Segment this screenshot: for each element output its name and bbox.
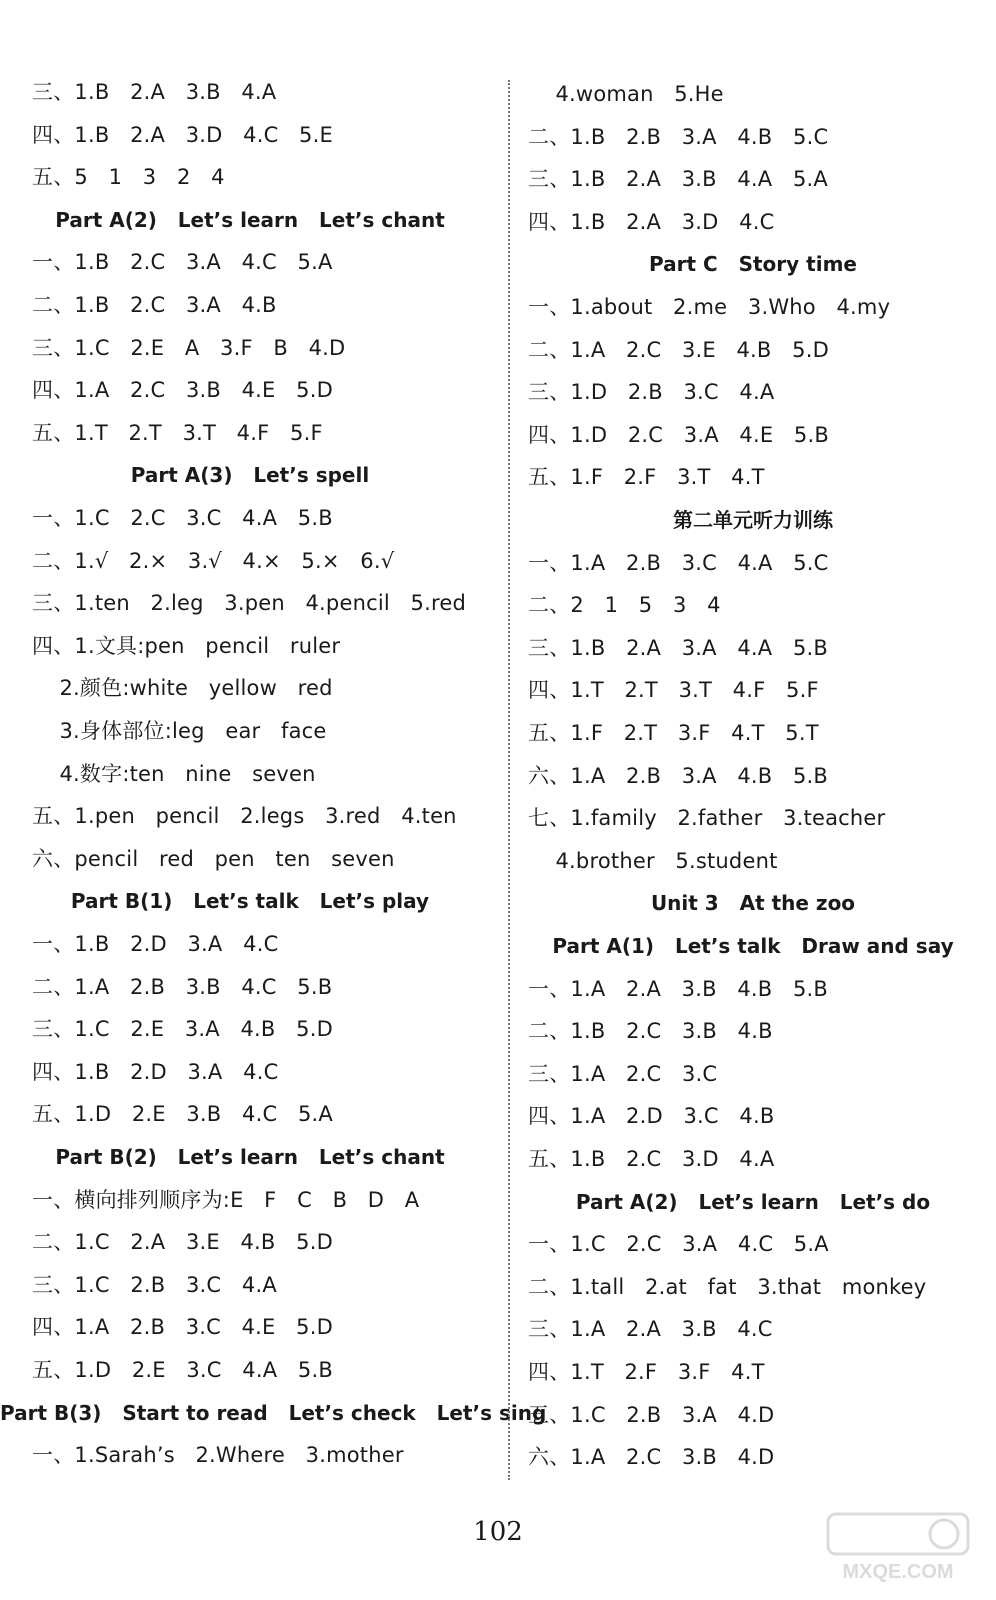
- answer-line: 二、1.A 2.B 3.B 4.C 5.B: [32, 974, 333, 999]
- answer-line: 一、横向排列顺序为:E F C B D A: [32, 1187, 420, 1212]
- answer-line: 一、1.A 2.A 3.B 4.B 5.B: [528, 976, 829, 1001]
- section-heading: Part B(3) Start to read Let’s check Let’s sing: [0, 1400, 547, 1425]
- answer-line: 三、1.B 2.A 3.B 4.A: [32, 80, 277, 104]
- answer-line: 一、1.C 2.C 3.C 4.A 5.B: [32, 506, 333, 530]
- answer-line: 五、1.C 2.B 3.A 4.D: [528, 1402, 775, 1427]
- answer-line: 四、1.B 2.A 3.D 4.C: [528, 209, 775, 234]
- section-heading: Part A(1) Let’s talk Draw and say: [552, 934, 954, 958]
- answer-line: 二、1.B 2.C 3.B 4.B: [528, 1019, 773, 1044]
- answer-line: 二、1.√ 2.× 3.√ 4.× 5.× 6.√: [32, 548, 395, 573]
- answer-line: 一、1.B 2.D 3.A 4.C: [32, 932, 279, 956]
- answer-line: 二、1.tall 2.at fat 3.that monkey: [528, 1274, 927, 1299]
- answer-line: 五、1.B 2.C 3.D 4.A: [528, 1147, 775, 1171]
- answer-line: 二、1.B 2.B 3.A 4.B 5.C: [528, 124, 829, 149]
- answer-line: 六、pencil red pen ten seven: [32, 846, 395, 871]
- answer-line: 4.数字:ten nine seven: [32, 761, 316, 786]
- watermark-text: MXQE.COM: [842, 1561, 954, 1583]
- answer-line: 三、1.A 2.C 3.C: [528, 1061, 718, 1086]
- answer-line: 五、1.D 2.E 3.B 4.C 5.A: [32, 1102, 333, 1127]
- answer-line: 四、1.D 2.C 3.A 4.E 5.B: [528, 422, 829, 447]
- answer-line: 一、1.about 2.me 3.Who 4.my: [528, 295, 891, 319]
- section-heading: Part B(2) Let’s learn Let’s chant: [55, 1145, 445, 1169]
- answer-line: 二、1.A 2.C 3.E 4.B 5.D: [528, 337, 829, 362]
- answer-line: 四、1.A 2.D 3.C 4.B: [528, 1104, 775, 1129]
- answer-line: 六、1.A 2.C 3.B 4.D: [528, 1445, 775, 1470]
- answer-line: 一、1.C 2.C 3.A 4.C 5.A: [528, 1232, 829, 1257]
- section-heading: Unit 3 At the zoo: [650, 891, 856, 916]
- answer-line: 五、1.T 2.T 3.T 4.F 5.F: [32, 420, 323, 445]
- page-number: 102: [473, 1517, 523, 1547]
- answer-line: 4.woman 5.He: [528, 82, 724, 106]
- answer-line: 一、1.B 2.C 3.A 4.C 5.A: [32, 250, 333, 275]
- answer-line: 四、1.文具:pen pencil ruler: [32, 633, 341, 658]
- watermark-logo: [824, 1510, 974, 1590]
- answer-line: 三、1.B 2.A 3.A 4.A 5.B: [528, 635, 828, 660]
- section-heading: 第二单元听力训练: [673, 508, 833, 532]
- column-divider: [508, 80, 510, 1480]
- answer-line: 三、1.ten 2.leg 3.pen 4.pencil 5.red: [32, 591, 466, 616]
- answer-line: 三、1.D 2.B 3.C 4.A: [528, 380, 775, 405]
- answer-line: 四、1.A 2.C 3.B 4.E 5.D: [32, 378, 333, 403]
- section-heading: Part A(2) Let’s learn Let’s do: [575, 1189, 931, 1214]
- answer-line: 三、1.A 2.A 3.B 4.C: [528, 1317, 773, 1342]
- answer-line: 五、5 1 3 2 4: [32, 165, 225, 190]
- answer-line: 二、2 1 5 3 4: [528, 593, 721, 618]
- answer-line: 一、1.Sarah’s 2.Where 3.mother: [32, 1443, 404, 1468]
- section-heading: Part C Story time: [649, 252, 857, 277]
- answer-line: 三、1.C 2.E 3.A 4.B 5.D: [32, 1017, 333, 1042]
- answer-line: 二、1.B 2.C 3.A 4.B: [32, 293, 277, 317]
- answer-line: 四、1.B 2.D 3.A 4.C: [32, 1059, 279, 1084]
- answer-line: 五、1.D 2.E 3.C 4.A 5.B: [32, 1358, 333, 1382]
- section-heading: Part B(1) Let’s talk Let’s play: [70, 889, 430, 914]
- answer-line: 六、1.A 2.B 3.A 4.B 5.B: [528, 763, 829, 788]
- answer-line: 四、1.T 2.F 3.F 4.T: [528, 1360, 765, 1384]
- answer-line: 一、1.A 2.B 3.C 4.A 5.C: [528, 550, 829, 575]
- answer-line: 3.身体部位:leg ear face: [32, 719, 327, 743]
- section-heading: Part A(3) Let’s spell: [130, 463, 370, 488]
- answer-line: 五、1.F 2.F 3.T 4.T: [528, 465, 765, 490]
- answer-line: 2.颜色:white yellow red: [32, 676, 333, 701]
- answer-line: 五、1.pen pencil 2.legs 3.red 4.ten: [32, 804, 457, 829]
- answer-line: 4.brother 5.student: [528, 848, 778, 873]
- answer-line: 四、1.B 2.A 3.D 4.C 5.E: [32, 122, 333, 147]
- answer-line: 二、1.C 2.A 3.E 4.B 5.D: [32, 1230, 333, 1255]
- answer-line: 三、1.C 2.E A 3.F B 4.D: [32, 335, 346, 360]
- answer-line: 七、1.family 2.father 3.teacher: [528, 806, 886, 831]
- answer-line: 五、1.F 2.T 3.F 4.T 5.T: [528, 721, 819, 745]
- section-heading: Part A(2) Let’s learn Let’s chant: [55, 207, 445, 232]
- answer-line: 四、1.A 2.B 3.C 4.E 5.D: [32, 1315, 333, 1340]
- answer-line: 三、1.B 2.A 3.B 4.A 5.A: [528, 167, 828, 192]
- answer-line: 四、1.T 2.T 3.T 4.F 5.F: [528, 678, 819, 703]
- answer-line: 三、1.C 2.B 3.C 4.A: [32, 1272, 277, 1297]
